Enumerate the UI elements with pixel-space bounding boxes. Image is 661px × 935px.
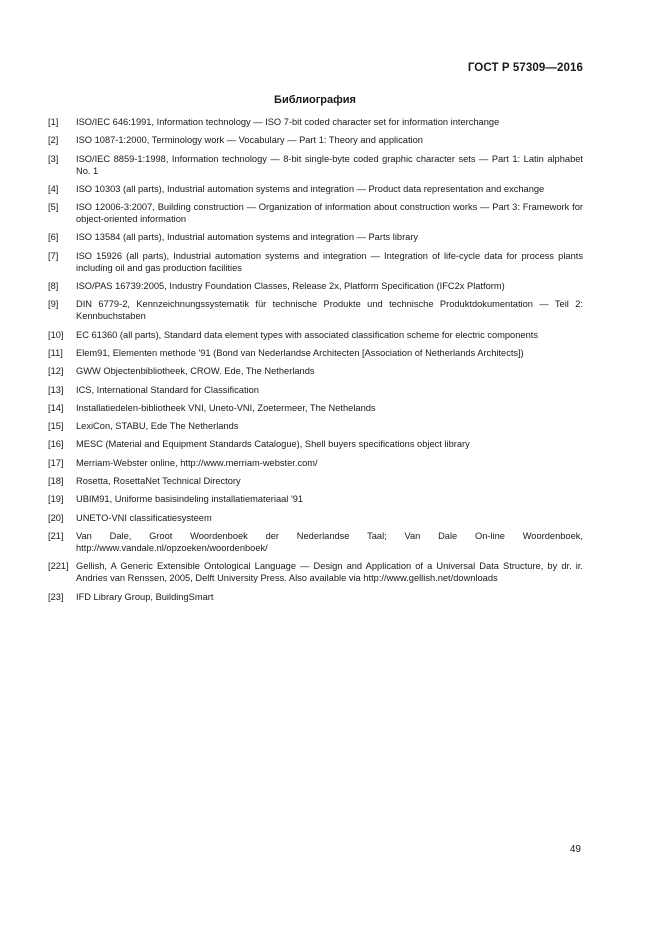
page-number: 49 <box>569 844 581 855</box>
reference-item <box>48 493 583 505</box>
reference-text: Gellish, A Generic Extensible Ontological Language — Design and Application of a Universal Data Structure, by dr. ir. Andries van Renssen, 2005, Delft University Press. Also available via http://www.gellish.net/downloads <box>76 561 583 584</box>
reference-number: [1] <box>48 117 59 127</box>
reference-item <box>48 402 583 414</box>
reference-item <box>48 591 583 603</box>
reference-text: ISO/IEC 646:1991, Information technology — ISO 7-bit coded character set for information interchange <box>76 117 500 127</box>
reference-text: Installatiedelen-bibliotheek VNI, Uneto-VNI, Zoetermeer, The Nethelands <box>76 402 376 413</box>
reference-number: [19] <box>48 494 64 505</box>
reference-text: ISO 15926 (all parts), Industrial automation systems and integration — Integration of life-cycle data for process plants including oil and gas production facilities <box>76 250 583 273</box>
reference-text: ISO 12006-3:2007, Building construction — Organization of information about construction works — Part 3: Framework for object-oriented information <box>76 202 583 225</box>
reference-item <box>48 116 583 128</box>
reference-item <box>48 231 583 243</box>
reference-text: ISO/IEC 8859-1:1998, Information technology — 8-bit single-byte coded graphic character sets — Part 1: Latin alphabet No. 1 <box>76 153 583 176</box>
reference-number: [23] <box>48 591 64 602</box>
reference-item <box>48 250 583 274</box>
reference-number: [18] <box>48 476 64 487</box>
reference-number: [12] <box>48 366 64 377</box>
reference-item <box>48 365 583 377</box>
reference-item <box>48 384 583 396</box>
reference-number: [10] <box>48 329 64 340</box>
reference-item <box>48 134 583 146</box>
reference-number: [13] <box>48 384 64 395</box>
reference-item <box>48 183 583 195</box>
document-code: ГОСТ Р 57309—2016 <box>467 62 583 74</box>
reference-item <box>48 457 583 469</box>
reference-number: [4] <box>48 183 59 194</box>
reference-number: [21] <box>48 530 64 541</box>
reference-item <box>48 438 583 450</box>
reference-number: [3] <box>48 153 59 164</box>
reference-item <box>48 153 583 177</box>
reference-text: MESC (Material and Equipment Standards Catalogue), Shell buyers specifications object library <box>76 439 470 450</box>
reference-text: LexiCon, STABU, Ede The Netherlands <box>76 421 239 432</box>
reference-number: [5] <box>48 202 59 213</box>
reference-item <box>48 512 583 524</box>
reference-text: ISO/PAS 16739:2005, Industry Foundation Classes, Release 2x, Platform Specification (IFC2x Platform) <box>76 281 505 292</box>
reference-text: ISO 10303 (all parts), Industrial automation systems and integration — Product data representation and exchange <box>76 183 545 194</box>
reference-item <box>48 298 583 322</box>
reference-number: [11] <box>48 347 63 358</box>
reference-number: [6] <box>48 232 59 243</box>
reference-item <box>48 560 583 584</box>
reference-text: ICS, International Standard for Classification <box>76 384 259 395</box>
reference-number: [15] <box>48 421 64 432</box>
reference-item <box>48 475 583 487</box>
reference-text: UNETO-VNI classificatiesysteem <box>76 512 212 523</box>
reference-number: [16] <box>48 439 64 450</box>
reference-item <box>48 280 583 292</box>
reference-item <box>48 347 583 359</box>
reference-text: GWW Objectenbibliotheek, CROW. Ede, The Netherlands <box>76 366 315 377</box>
reference-number: [8] <box>48 281 59 292</box>
reference-text: Rosetta, RosettaNet Technical Directory <box>76 476 241 487</box>
reference-number: [9] <box>48 299 59 310</box>
reference-text: Elem91, Elementen methode '91 (Bond van Nederlandse Architecten [Association of Netherlands Architects]) <box>76 347 524 358</box>
reference-text: DIN 6779-2, Kennzeichnungssystematik für technische Produkte und technische Produktdokumentation — Teil 2: Kennbuchstaben <box>76 299 583 322</box>
reference-item <box>48 329 583 341</box>
reference-text: Van Dale, Groot Woordenboek der Nederlandse Taal; Van Dale On-line Woordenboek, http://www.vandale.nl/opzoeken/woordenboek/ <box>76 530 583 553</box>
reference-item <box>48 201 583 225</box>
reference-text: ISO 1087-1:2000, Terminology work — Vocabulary — Part 1: Theory and application <box>76 135 423 146</box>
reference-item <box>48 420 583 432</box>
reference-item <box>48 530 583 554</box>
reference-number: [7] <box>48 250 59 261</box>
reference-text: IFD Library Group, BuildingSmart <box>76 591 214 602</box>
reference-number: [14] <box>48 402 64 413</box>
reference-number: [221] <box>48 561 69 572</box>
reference-text: EC 61360 (all parts), Standard data element types with associated classification scheme for electric components <box>76 329 538 340</box>
reference-text: ISO 13584 (all parts), Industrial automation systems and integration — Parts library <box>76 232 419 243</box>
reference-number: [17] <box>48 457 64 468</box>
reference-text: Merriam-Webster online, http://www.merriam-webster.com/ <box>76 457 318 468</box>
reference-number: [20] <box>48 512 64 523</box>
bibliography-title: Библиография <box>274 94 356 106</box>
reference-number: [2] <box>48 135 59 146</box>
reference-text: UBIM91, Uniforme basisindeling installatiemateriaal '91 <box>76 494 304 505</box>
reference-list <box>48 116 583 609</box>
